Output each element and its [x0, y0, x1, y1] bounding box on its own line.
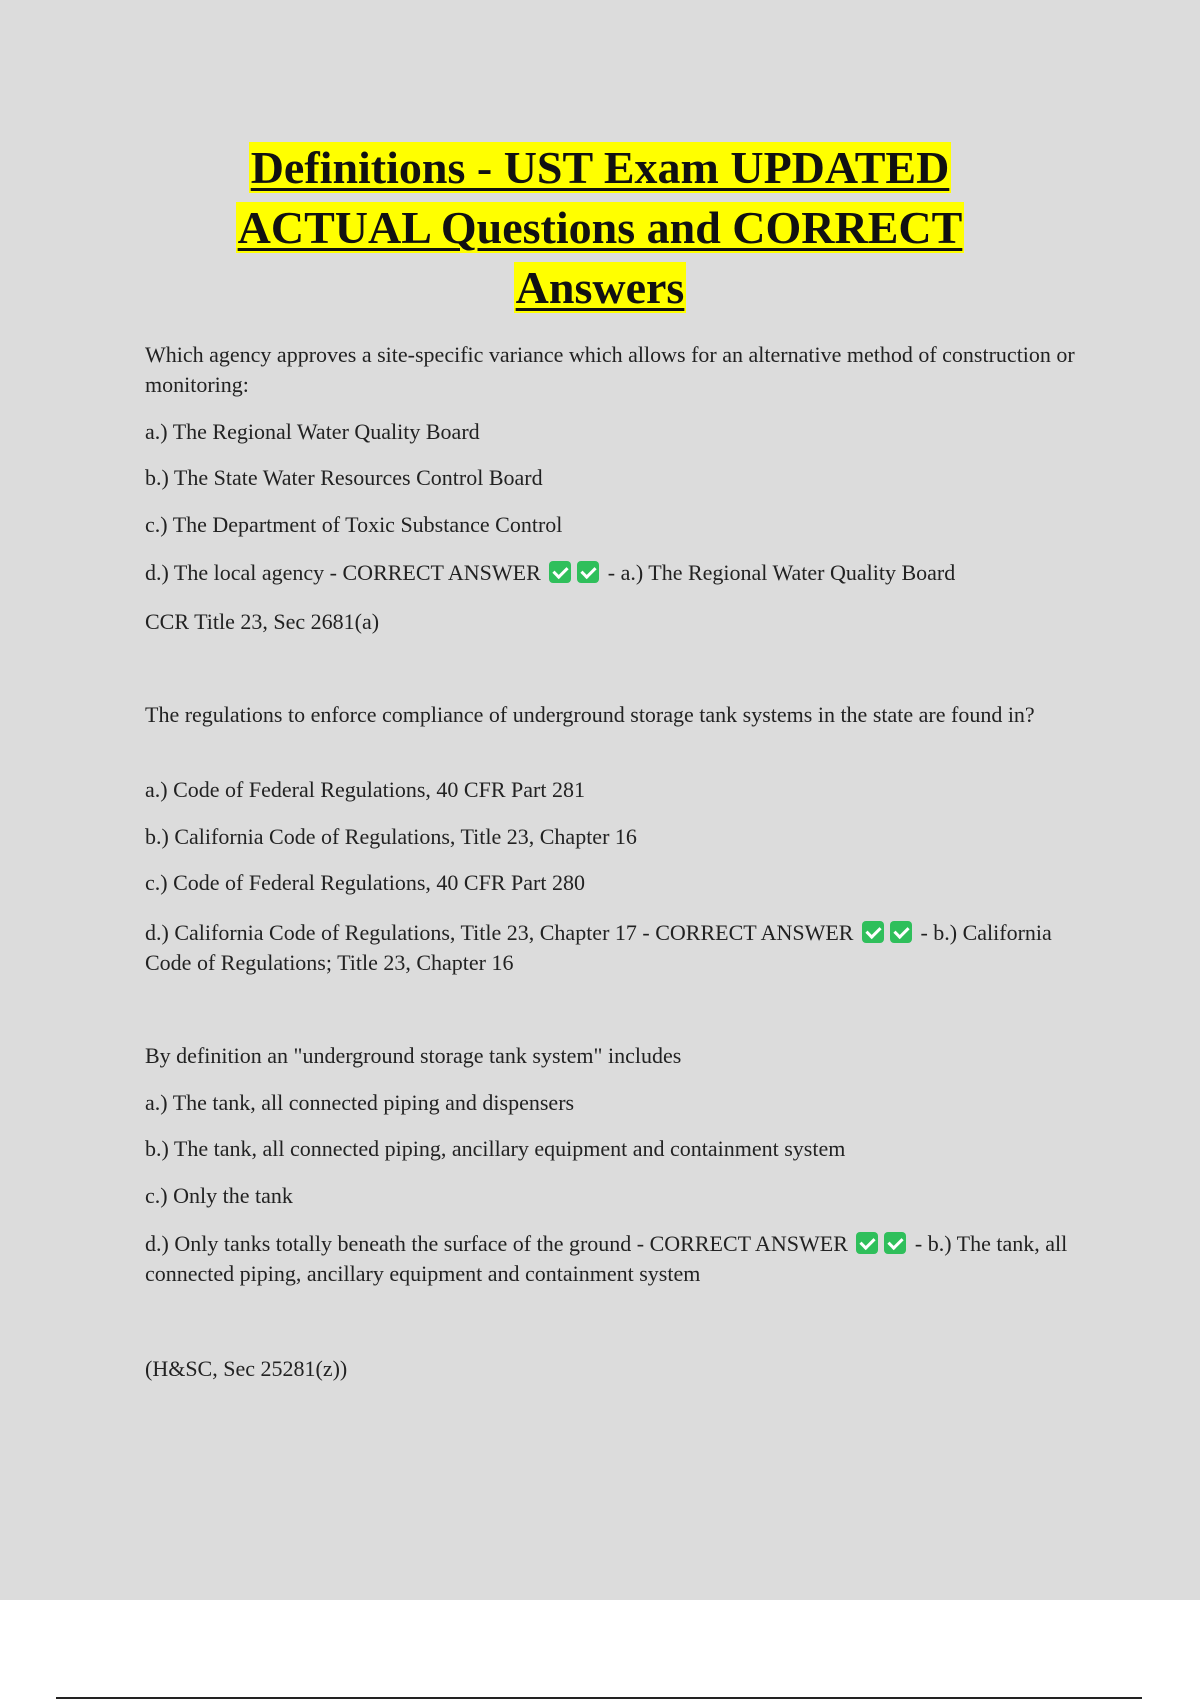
check-mark-icon	[884, 1232, 906, 1254]
q3-option-c: c.) Only the tank	[145, 1183, 293, 1208]
q1-correct-answer: - a.) The Regional Water Quality Board	[607, 560, 956, 585]
q3-question: By definition an "underground storage tank system" includes	[145, 1043, 682, 1068]
q3-option-b: b.) The tank, all connected piping, ancillary equipment and containment system	[145, 1136, 846, 1161]
q1-question: Which agency approves a site-specific variance which allows for an alternative method of construction or monitoring:	[145, 342, 1075, 397]
check-mark-icon	[890, 921, 912, 943]
footer-divider	[56, 1697, 1142, 1699]
q1-option-a: a.) The Regional Water Quality Board	[145, 419, 480, 444]
title-line-3: Answers	[515, 262, 685, 313]
q1-option-d-text: d.) The local agency - CORRECT ANSWER	[145, 560, 541, 585]
q3-reference: (H&SC, Sec 25281(z))	[145, 1356, 348, 1381]
q2-option-d-text: d.) California Code of Regulations, Title 23, Chapter 17 - CORRECT ANSWER	[145, 920, 854, 945]
q3-correct-answer: - b.) The tank, all connected piping, ancillary equipment and containment system	[145, 1231, 1068, 1286]
q2-option-b: b.) California Code of Regulations, Title 23, Chapter 16	[145, 824, 637, 849]
q1-option-c: c.) The Department of Toxic Substance Control	[145, 512, 563, 537]
q2-question: The regulations to enforce compliance of underground storage tank systems in the state are found in?	[145, 702, 1035, 727]
title-line-1: Definitions - UST Exam UPDATED	[250, 142, 950, 193]
check-mark-icon	[856, 1232, 878, 1254]
title-line-2: ACTUAL Questions and CORRECT	[237, 202, 963, 253]
q2-option-d	[145, 918, 1095, 978]
check-mark-icon	[862, 921, 884, 943]
q3-option-d-text: d.) Only tanks totally beneath the surface of the ground - CORRECT ANSWER	[145, 1231, 848, 1256]
q1-option-b: b.) The State Water Resources Control Board	[145, 465, 543, 490]
check-mark-icon	[577, 561, 599, 583]
q2-option-a: a.) Code of Federal Regulations, 40 CFR Part 281	[145, 777, 585, 802]
q2-option-c: c.) Code of Federal Regulations, 40 CFR Part 280	[145, 870, 585, 895]
q1-reference: CCR Title 23, Sec 2681(a)	[145, 609, 380, 634]
q2-correct-answer: - b.) California Code of Regulations; Title 23, Chapter 16	[145, 920, 1052, 975]
q1-option-d	[145, 558, 1095, 588]
check-mark-icon	[549, 561, 571, 583]
document-title	[0, 138, 1200, 318]
q3-option-a: a.) The tank, all connected piping and dispensers	[145, 1090, 575, 1115]
q3-option-d	[145, 1229, 1095, 1289]
